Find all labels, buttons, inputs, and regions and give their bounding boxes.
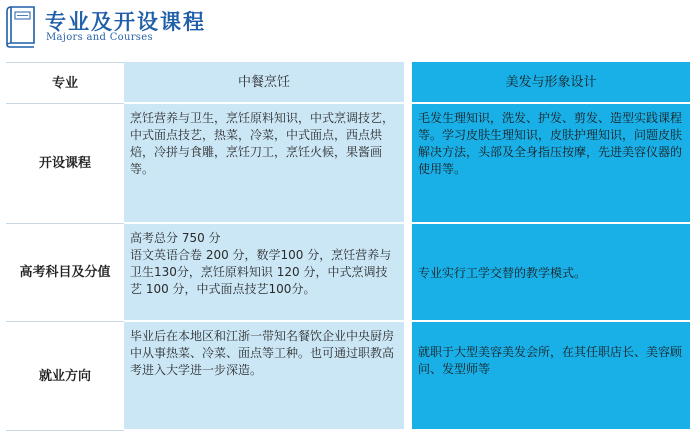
career-culinary [124, 322, 404, 431]
major-name-culinary: 中餐烹饪 [124, 62, 404, 104]
exam-culinary-text [130, 230, 398, 298]
exam-culinary-subjects: 语文英语合卷 200 分，数学100 分，烹饪营养与卫生130分，烹饪原料知识 120 分，中式烹调技艺 100 分，中式面点技艺100分。 [130, 248, 392, 296]
major-name-hair-design: 美发与形象设计 [412, 62, 690, 104]
page-header [0, 0, 697, 60]
row-label-exam: 高考科目及分值 [6, 224, 124, 322]
career-hair-design [412, 322, 690, 431]
career-hair-design-text: 就职于大型美容美发会所，在其任职店长、美容顾问、发型师等 [418, 345, 683, 376]
column-gap [404, 322, 412, 431]
book-icon [3, 4, 39, 48]
page-title: 专业及开设课程 [45, 10, 206, 34]
row-label-career: 就业方向 [6, 322, 124, 431]
page-subtitle: Majors and Courses [46, 32, 153, 43]
exam-hair-design-text: 专业实行工学交替的教学模式。 [418, 265, 587, 280]
courses-hair-design [412, 104, 690, 224]
exam-hair-design [412, 224, 690, 322]
exam-culinary-total: 高考总分 750 分 [130, 231, 221, 245]
row-label-major: 专业 [6, 62, 124, 104]
career-culinary-text: 毕业后在本地区和江浙一带知名餐饮企业中央厨房中从事热菜、冷菜、面点等工种。也可通过职教高考进入大学进一步深造。 [130, 329, 395, 377]
column-gap [404, 104, 412, 224]
courses-culinary [124, 104, 404, 224]
exam-culinary [124, 224, 404, 322]
courses-hair-design-text: 毛发生理知识，洗发、护发、剪发、造型实践课程等。学习皮肤生理知识，皮肤护理知识，问题皮肤解决方法，头部及全身指压按摩，先进美容仪器的使用等。 [418, 111, 683, 176]
majors-table [6, 62, 690, 431]
row-label-courses: 开设课程 [6, 104, 124, 224]
column-gap [404, 224, 412, 322]
column-gap [404, 62, 412, 104]
courses-culinary-text: 烹饪营养与卫生，烹饪原料知识，中式烹调技艺，中式面点技艺，热菜，冷菜，中式面点，西点烘焙，冷拼与食雕，烹饪刀工，烹饪火候，果酱画等。 [130, 111, 395, 176]
